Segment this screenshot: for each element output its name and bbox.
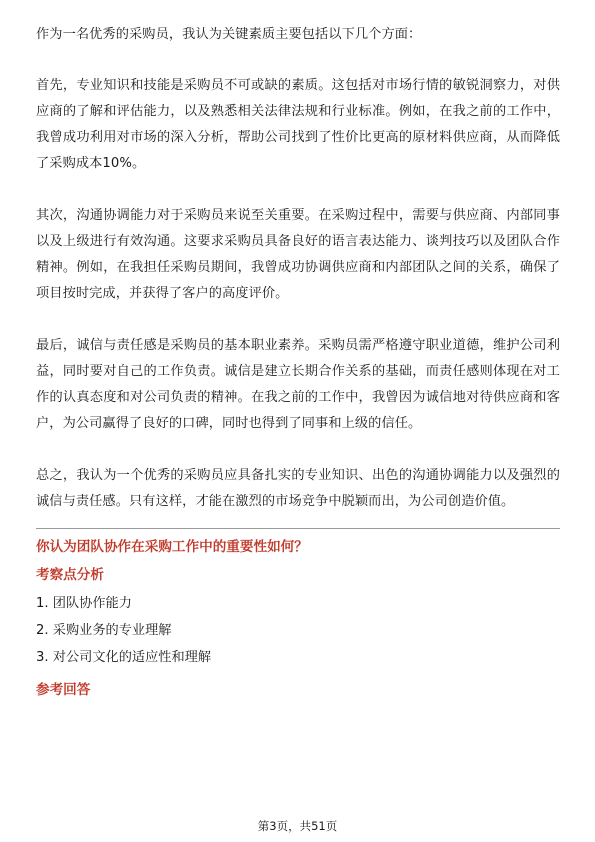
list-item: 2. 采购业务的专业理解 [36, 623, 172, 638]
paragraph-conclusion: 总之，我认为一个优秀的采购员应具备扎实的专业知识、出色的沟通协调能力以及强烈的诚信与责任感。只有这样，才能在激烈的市场竞争中脱颖而出，为公司创造价值。 [36, 468, 560, 509]
document-page [36, 22, 560, 701]
answer-heading: 参考回答 [36, 682, 91, 698]
list-item: 3. 对公司文化的适应性和理解 [36, 650, 212, 665]
analysis-heading: 考察点分析 [36, 567, 104, 583]
section-divider [36, 528, 560, 529]
paragraph-second: 其次，沟通协调能力对于采购员来说至关重要。在采购过程中，需要与供应商、内部同事以及上级进行有效沟通。这要求采购员具备良好的语言表达能力、谈判技巧以及团队合作精神。例如，在我担任采购员期间，我曾成功协调供应商和内部团队之间的关系，确保了项目按时完成，并获得了客户的高度评价。 [36, 208, 560, 301]
page-number: 第3页，共51页 [257, 819, 338, 833]
list-item: 1. 团队协作能力 [36, 596, 132, 611]
question-heading: 你认为团队协作在采购工作中的重要性如何？ [36, 539, 308, 555]
intro-paragraph: 作为一名优秀的采购员，我认为关键素质主要包括以下几个方面： [36, 27, 422, 42]
analysis-list [36, 590, 560, 671]
paragraph-first: 首先，专业知识和技能是采购员不可或缺的素质。这包括对市场行情的敏锐洞察力，对供应商的了解和评估能力，以及熟悉相关法律法规和行业标准。例如，在我之前的工作中，我曾成功利用对市场的深入分析，帮助公司找到了性价比更高的原材料供应商，从而降低了采购成本10%。 [36, 78, 560, 171]
paragraph-third: 最后，诚信与责任感是采购员的基本职业素养。采购员需严格遵守职业道德，维护公司利益，同时要对自己的工作负责。诚信是建立长期合作关系的基础，而责任感则体现在对工作的认真态度和对公司负责的精神。在我之前的工作中，我曾因为诚信地对待供应商和客户，为公司赢得了良好的口碑，同时也得到了同事和上级的信任。 [36, 338, 560, 431]
